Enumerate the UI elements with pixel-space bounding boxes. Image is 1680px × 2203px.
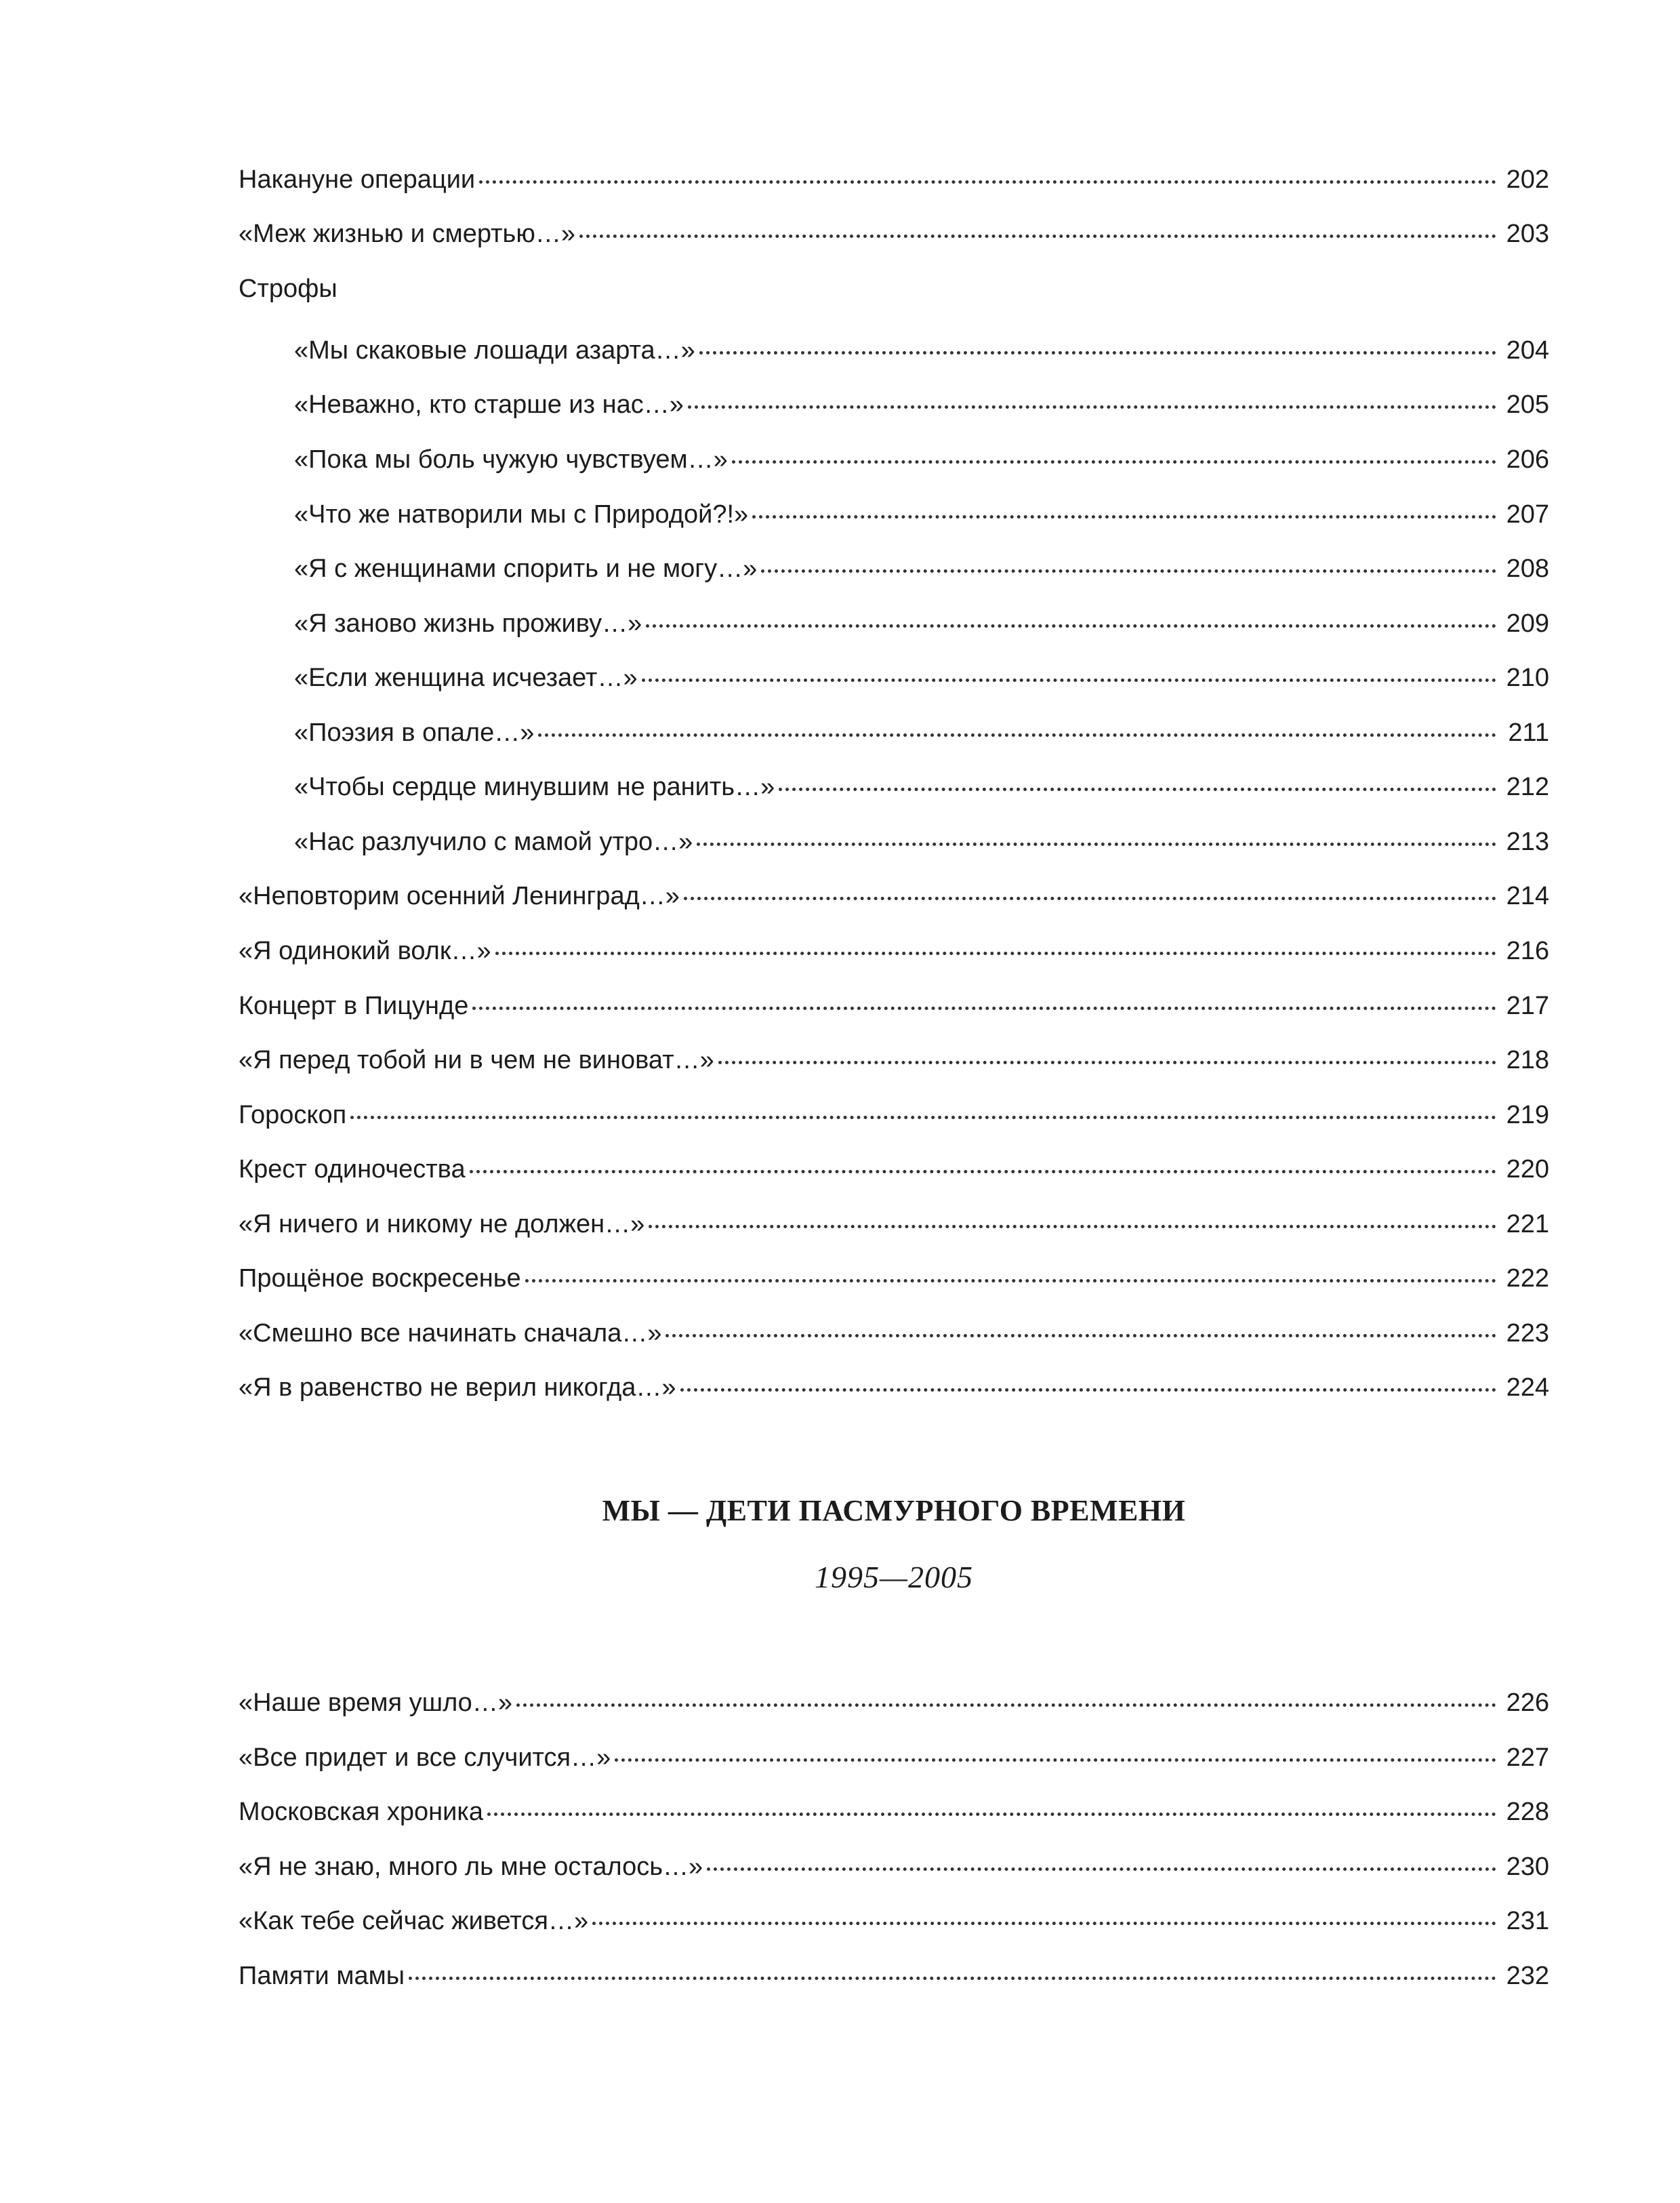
toc-entry-page: 217 bbox=[1506, 992, 1549, 1020]
toc-subentry[interactable] bbox=[294, 334, 1549, 367]
dot-leader bbox=[646, 624, 1496, 628]
toc-entry-title: «Неповторим осенний Ленинград…» bbox=[239, 882, 680, 910]
toc-subentry[interactable] bbox=[294, 552, 1549, 586]
toc-entry-title: Московская хроника bbox=[239, 1798, 483, 1826]
dot-leader bbox=[688, 405, 1496, 409]
toc-entry-page: 221 bbox=[1506, 1210, 1549, 1238]
toc-entry-page: 230 bbox=[1506, 1853, 1549, 1881]
dot-leader bbox=[779, 788, 1496, 791]
toc-entry-title: «Я в равенство не верил никогда…» bbox=[239, 1373, 676, 1402]
toc-entry[interactable] bbox=[239, 1795, 1549, 1829]
toc-entry-title: «Я не знаю, много ль мне осталось…» bbox=[239, 1853, 703, 1881]
toc-entry-page: 216 bbox=[1506, 937, 1549, 965]
dot-leader bbox=[761, 569, 1496, 573]
toc-entry-title: «Я с женщинами спорить и не могу…» bbox=[294, 554, 758, 583]
dot-leader bbox=[680, 1388, 1496, 1392]
toc-entry-page: 206 bbox=[1506, 445, 1549, 474]
toc-entry-title: «Мы скаковые лошади азарта…» bbox=[294, 336, 695, 365]
toc-subentry[interactable] bbox=[294, 388, 1549, 422]
dot-leader bbox=[684, 897, 1496, 900]
toc-entry-page: 219 bbox=[1506, 1101, 1549, 1129]
toc-entry-page: 212 bbox=[1506, 773, 1549, 801]
toc-entry-title: «Неважно, кто старше из нас…» bbox=[294, 390, 684, 419]
dot-leader bbox=[592, 1922, 1496, 1925]
section-heading: МЫ — ДЕТИ ПАСМУРНОГО ВРЕМЕНИ bbox=[602, 1494, 1186, 1527]
dot-leader bbox=[409, 1977, 1496, 1980]
toc-entry-title: «Нас разлучило с мамой утро…» bbox=[294, 828, 693, 856]
toc-entry[interactable] bbox=[239, 1316, 1549, 1350]
toc-group-heading bbox=[239, 272, 1549, 306]
toc-subentry[interactable] bbox=[294, 825, 1549, 859]
toc-entry[interactable] bbox=[239, 1904, 1549, 1938]
toc-entry-title: «Меж жизнью и смертью…» bbox=[239, 220, 575, 248]
dot-leader bbox=[350, 1116, 1496, 1119]
dot-leader bbox=[495, 952, 1496, 955]
toc-entry-page: 214 bbox=[1506, 882, 1549, 910]
toc-entry[interactable] bbox=[239, 1686, 1549, 1720]
dot-leader bbox=[525, 1279, 1496, 1282]
toc-entry[interactable] bbox=[239, 1850, 1549, 1884]
dot-leader bbox=[470, 1170, 1496, 1173]
dot-leader bbox=[752, 515, 1496, 519]
dot-leader bbox=[718, 1061, 1496, 1064]
toc-entry-title: Накануне операции bbox=[239, 165, 476, 194]
dot-leader bbox=[538, 733, 1496, 737]
dot-leader bbox=[665, 1334, 1496, 1337]
toc-entry-title: «Я заново жизнь проживу…» bbox=[294, 609, 642, 638]
toc-subentry[interactable] bbox=[294, 716, 1549, 750]
toc-entry-title: «Как тебе сейчас живется…» bbox=[239, 1907, 589, 1935]
toc-entry[interactable] bbox=[239, 1207, 1549, 1241]
dot-leader bbox=[479, 180, 1496, 184]
dot-leader bbox=[697, 843, 1496, 846]
toc-entry-title: «Пока мы боль чужую чувствуем…» bbox=[294, 445, 728, 474]
toc-entry-page: 207 bbox=[1506, 500, 1549, 529]
dot-leader bbox=[699, 351, 1496, 355]
dot-leader bbox=[707, 1867, 1496, 1871]
toc-subentry[interactable] bbox=[294, 770, 1549, 804]
dot-leader bbox=[516, 1703, 1496, 1707]
dot-leader bbox=[732, 460, 1496, 464]
toc-entry-title: Прощёное воскресенье bbox=[239, 1264, 521, 1293]
toc-entry[interactable] bbox=[239, 1741, 1549, 1775]
toc-entry-page: 227 bbox=[1506, 1743, 1549, 1772]
toc-entry-title: Гороскоп bbox=[239, 1101, 347, 1129]
toc-entry[interactable] bbox=[239, 879, 1549, 913]
toc-entry[interactable] bbox=[239, 989, 1549, 1023]
toc-entry-title: «Наше время ушло…» bbox=[239, 1689, 512, 1717]
toc-entry-title: «Смешно все начинать сначала…» bbox=[239, 1319, 662, 1348]
toc-entry-title: «Чтобы сердце минувшим не ранить…» bbox=[294, 773, 775, 801]
dot-leader bbox=[615, 1758, 1496, 1762]
toc-entry-title: «Все придет и все случится…» bbox=[239, 1743, 611, 1772]
toc-entry-page: 210 bbox=[1506, 664, 1549, 692]
toc-entry-title: «Если женщина исчезает…» bbox=[294, 664, 638, 692]
toc-entry[interactable] bbox=[239, 1043, 1549, 1077]
toc-entry[interactable] bbox=[239, 934, 1549, 968]
toc-entry[interactable] bbox=[239, 1959, 1549, 1993]
dot-leader bbox=[487, 1813, 1496, 1816]
toc-entry-title: «Я одинокий волк…» bbox=[239, 937, 491, 965]
toc-entry[interactable] bbox=[239, 1371, 1549, 1404]
toc-subentry[interactable] bbox=[294, 443, 1549, 477]
toc-entry-page: 202 bbox=[1506, 165, 1549, 194]
toc-entry-page: 209 bbox=[1506, 609, 1549, 638]
toc-entry-title: «Я ничего и никому не должен…» bbox=[239, 1210, 645, 1238]
toc-entry-page: 231 bbox=[1506, 1907, 1549, 1935]
toc-subentry[interactable] bbox=[294, 607, 1549, 641]
toc-entry-page: 218 bbox=[1506, 1046, 1549, 1074]
toc-entry[interactable] bbox=[239, 163, 1549, 197]
toc-entry-page: 220 bbox=[1506, 1155, 1549, 1184]
toc-entry[interactable] bbox=[239, 1261, 1549, 1295]
toc-entry-title: «Что же натворили мы с Природой?!» bbox=[294, 500, 749, 529]
toc-subentry[interactable] bbox=[294, 498, 1549, 531]
dot-leader bbox=[642, 679, 1496, 682]
toc-entry-page: 228 bbox=[1506, 1798, 1549, 1826]
dot-leader bbox=[472, 1007, 1496, 1010]
dot-leader bbox=[579, 235, 1496, 238]
section-years: 1995—2005 bbox=[815, 1560, 973, 1594]
toc-entry-title: «Я перед тобой ни в чем не виноват…» bbox=[239, 1046, 714, 1074]
toc-entry-page: 222 bbox=[1506, 1264, 1549, 1293]
toc-entry-page: 203 bbox=[1506, 220, 1549, 248]
toc-entry-page: 223 bbox=[1506, 1319, 1549, 1348]
toc-entry-page: 211 bbox=[1508, 719, 1549, 747]
toc-entry-page: 204 bbox=[1506, 336, 1549, 365]
toc-entry[interactable] bbox=[239, 1152, 1549, 1186]
dot-leader bbox=[649, 1225, 1496, 1228]
toc-entry-page: 205 bbox=[1506, 390, 1549, 419]
toc-entry-page: 224 bbox=[1506, 1373, 1549, 1402]
toc-entry[interactable] bbox=[239, 217, 1549, 251]
toc-subentry[interactable] bbox=[294, 661, 1549, 695]
toc-entry-title: Памяти мамы bbox=[239, 1962, 405, 1990]
toc-entry-page: 232 bbox=[1506, 1962, 1549, 1990]
toc-entry-title: «Поэзия в опале…» bbox=[294, 719, 535, 747]
toc-entry[interactable] bbox=[239, 1098, 1549, 1132]
toc-entry-page: 208 bbox=[1506, 554, 1549, 583]
toc-entry-title: Концерт в Пицунде bbox=[239, 992, 469, 1020]
toc-entry-page: 213 bbox=[1506, 828, 1549, 856]
toc-entry-page: 226 bbox=[1506, 1689, 1549, 1717]
toc-group-title: Строфы bbox=[239, 275, 337, 303]
toc-entry-title: Крест одиночества bbox=[239, 1155, 466, 1184]
